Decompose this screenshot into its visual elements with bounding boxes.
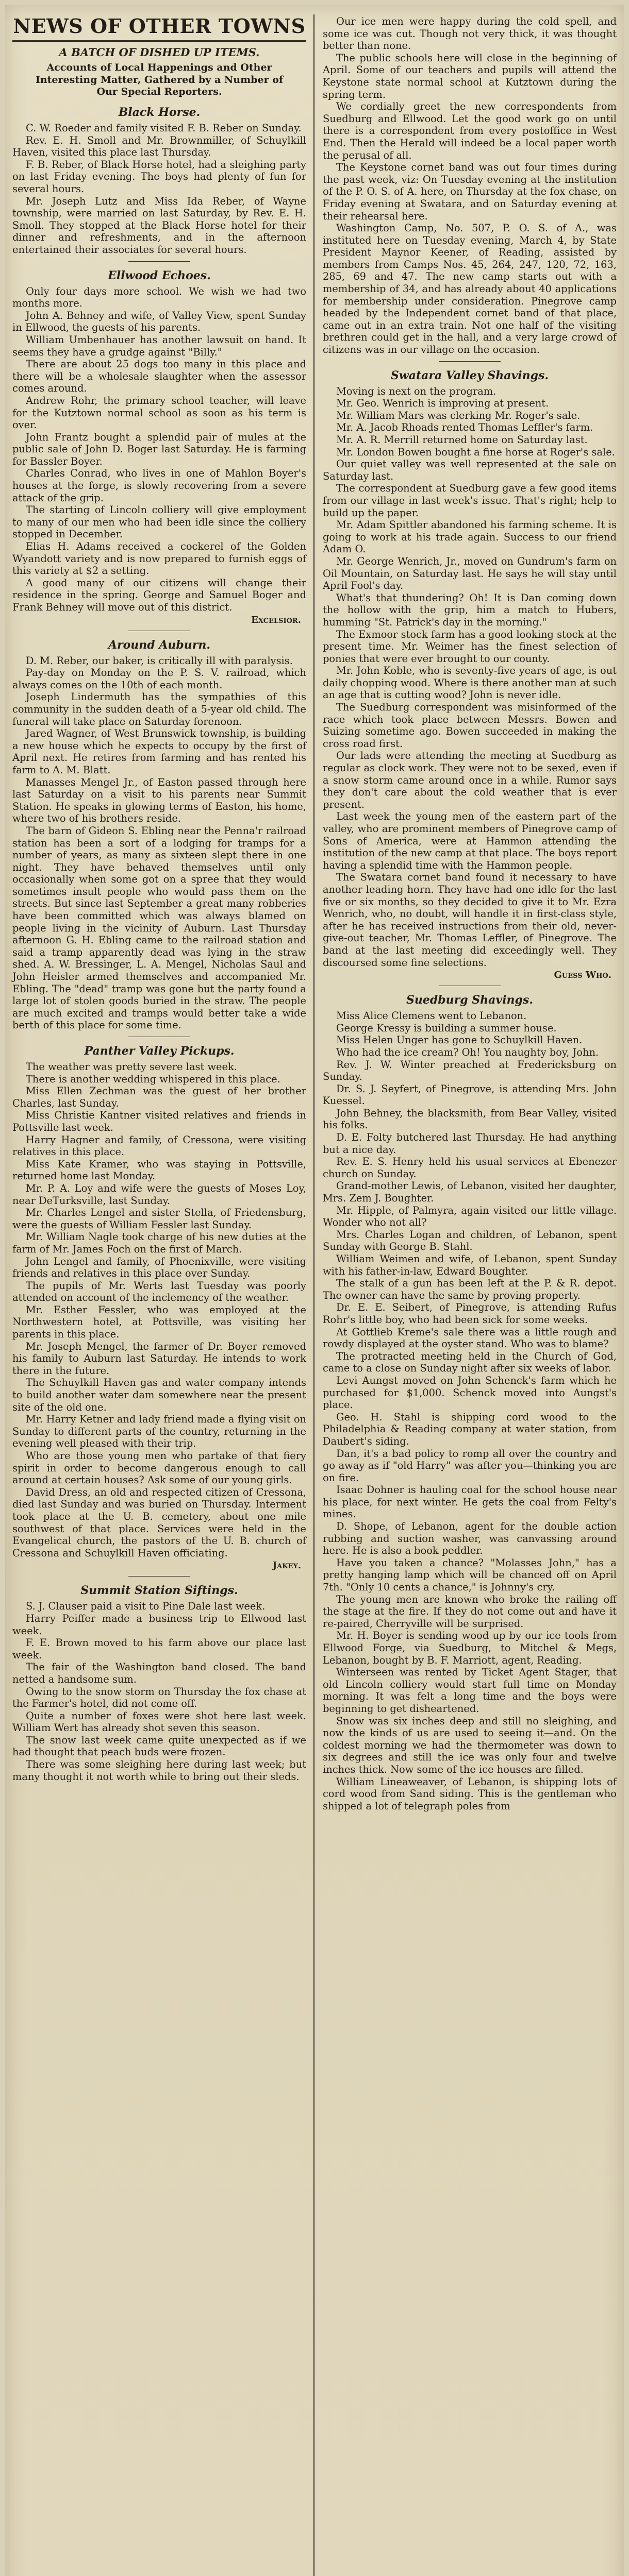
news-item: Mr. Charles Lengel and sister Stella, of Friedensburg, were the guests of William Fessler last Sunday. [12, 1207, 306, 1231]
news-item: Only four days more school. We wish we had two months more. [12, 285, 306, 310]
news-item: William Weimen and wife, of Lebanon, spent Sunday with his father-in-law, Edward Boughter. [323, 1253, 617, 1277]
news-section [12, 638, 306, 1037]
news-item: The weather was pretty severe last week. [26, 1061, 237, 1073]
news-item: Mr. A. R. Merrill returned home on Saturday last. [336, 434, 588, 446]
section-divider [128, 1576, 190, 1577]
news-item: Mr. Hipple, of Palmyra, again visited our little village. Wonder who not all? [323, 1204, 617, 1229]
news-item: D. Shope, of Lebanon, agent for the double action rubbing and suction washer, was canvassing around here. He is also a book peddler. [323, 1520, 617, 1557]
news-item: Mr. Adam Spittler abandoned his farming scheme. It is going to work at his trade again. Success to our friend Adam O. [323, 519, 617, 555]
news-item: Mr. A. Jacob Rhoads rented Thomas Leffler's farm. [336, 421, 593, 434]
news-section [12, 269, 306, 631]
news-item: Rev. J. W. Winter preached at Fredericksburg on Sunday. [323, 1058, 617, 1083]
news-item: Snow was six inches deep and still no sleighing, and now the kinds of us are used to seeing it—and. On the coldest morning we had the thermometer was down to six degrees and still the ice was only four and twelve inches thick. Now some of the ice houses are filled. [323, 1715, 617, 1775]
news-item: Miss Christie Kantner visited relatives and friends in Pottsville last week. [12, 1109, 306, 1133]
column-rule [313, 14, 314, 2576]
news-item: William Umbenhauer has another lawsuit on hand. It seems they have a grudge against "Billy." [12, 333, 306, 358]
news-section [12, 1044, 306, 1577]
news-item: David Dress, an old and respected citizen of Cressona, died last Sunday and was buried on Thursday. Interment took place at the U. B. cemetery, about one mile southwest of that place. Services were held in the Evangelical church, the pastors of the U. B. church of Cressona and Schuylkill Haven officiating. [12, 1486, 306, 1559]
news-item: Geo. H. Stahl is shipping cord wood to the Philadelphia & Reading company at water station, from Daubert's siding. [323, 1411, 617, 1447]
news-item: Isaac Dohner is hauling coal for the school house near his place, for next winter. He gets the coal from Felty's mines. [323, 1484, 617, 1520]
news-item: F. B. Reber, of Black Horse hotel, had a sleighing party on last Friday evening. The boys had plenty of fun for several hours. [12, 158, 306, 195]
news-item: Andrew Rohr, the primary school teacher, will leave for the Kutztown normal school as soon as his term is over. [12, 394, 306, 431]
news-item: Winterseen was rented by Ticket Agent Stager, that old Lincoln colliery would start full time on Monday morning. It was felt a long time and the boys were beginning to get disheartened. [323, 1666, 617, 1715]
correspondent-signature: Guess Who. [554, 970, 611, 981]
news-section [323, 369, 617, 987]
news-item: Mr. P. A. Loy and wife were the guests of Moses Loy, near DeTurksville, last Sunday. [12, 1182, 306, 1207]
news-item: Washington Camp, No. 507, P. O. S. of A., was instituted here on Tuesday evening, March 4, by State President Maynor Keener, of Reading, assisted by members from Camps Nos. 45, 264, 247, 120, 72, 163, 285, 69 and 47. The new camp starts out with a membership of 34, and has already about 40 applications for membership under consideration. Pinegrove camp headed by the Independent cornet band of that place, came out in an extra train. Not one half of the visiting brethren could get in the hall, and a very large crowd of citizens was in our village on the occasion. [323, 222, 617, 356]
news-item: Rev. E. H. Smoll and Mr. Brownmiller, of Schuylkill Haven, visited this place last Thursday. [12, 134, 306, 159]
news-item: Harry Hagner and family, of Cressona, were visiting relatives in this place. [12, 1133, 306, 1158]
headline-deck: A BATCH OF DISHED UP ITEMS. [59, 45, 260, 59]
section-title: Swatara Valley Shavings. [390, 368, 549, 382]
news-item: Who are those young men who partake of that fiery spirit in order to become dangerous enough to call around at certain houses? Ask some of our young girls. [12, 1450, 306, 1486]
news-item: Pay-day on Monday on the P. S. V. railroad, which always comes on the 10th of each month. [12, 667, 306, 691]
news-item: Miss Alice Clemens went to Lebanon. [336, 1010, 527, 1022]
news-item: Our ice men were happy during the cold spell, and some ice was cut. Though not very thick, it was thought better than none. [323, 15, 617, 52]
news-item: Dan, it's a bad policy to romp all over the country and go away as if "old Harry" was after you—thinking you are on fire. [323, 1447, 617, 1484]
news-item: The protracted meeting held in the Church of God, came to a close on Sunday night after six weeks of labor. [323, 1350, 617, 1375]
news-item: The snow last week came quite unexpected as if we had thought that peach buds were frozen. [12, 1734, 306, 1758]
left-column [12, 15, 306, 1783]
news-item: D. E. Folty butchered last Thursday. He had anything but a nice day. [323, 1131, 617, 1156]
news-item: Dr. S. J. Seyfert, of Pinegrove, is attending Mrs. John Kuessel. [323, 1082, 617, 1107]
news-item: William Lineaweaver, of Lebanon, is shipping lots of cord wood from Sand siding. This is the gentleman who shipped a lot of telegraph poles from [323, 1775, 617, 1812]
section-title: Ellwood Echoes. [108, 268, 211, 282]
news-item: D. M. Reber, our baker, is critically ill with paralysis. [26, 654, 293, 667]
news-item: The public schools here will close in the beginning of April. Some of our teachers and pupils will attend the Keystone state normal school at Kutztown during the spring term. [323, 52, 617, 100]
news-item: John Frantz bought a splendid pair of mules at the public sale of John D. Boger last Saturday. He is farming for Bassler Boyer. [12, 431, 306, 467]
news-item: Mr. George Wenrich, Jr., moved on Gundrum's farm on Oil Mountain, on Saturday last. He says he will stay until April Fool's day. [323, 555, 617, 592]
news-item: Have you taken a chance? "Molasses John," has a pretty hanging lamp which will be chanced off on April 7th. "Only 10 cents a chance," is Johnny's cry. [323, 1556, 617, 1594]
news-item: Our lads were attending the meeting at Suedburg as regular as clock work. They were not to be sexed, even if a snow storm came around once in a while. Rumor says they don't care about the cold weather that is ever present. [323, 750, 617, 810]
section-title: Around Auburn. [108, 638, 211, 652]
news-item: Harry Peiffer made a business trip to Ellwood last week. [12, 1612, 306, 1637]
news-item: Mr. John Koble, who is seventy-five years of age, is out daily chopping wood. Where is there another man at such an age that is cutting wood? John is never idle. [323, 665, 617, 701]
news-item: S. J. Clauser paid a visit to Pine Dale last week. [26, 1600, 266, 1613]
news-item: Manasses Mengel Jr., of Easton passed through here last Saturday on a visit to his parents near Summit Station. He speaks in glowing terms of Easton, his home, where two of his brothers reside. [12, 776, 306, 825]
news-item: The Exmoor stock farm has a good looking stock at the present time. Mr. Weimer has the finest selection of ponies that were ever brought to our county. [323, 628, 617, 665]
news-item: The Suedburg correspondent was misinformed of the race which took place between Messrs. Bowen and Suizing sometime ago. Bowen succeeded in making the cross road first. [323, 701, 617, 750]
masthead: NEWS OF OTHER TOWNS [12, 15, 306, 42]
news-item: Our quiet valley was well represented at the sale on Saturday last. [323, 458, 617, 482]
news-item: The starting of Lincoln colliery will give employment to many of our men who had been idle since the colliery stopped in December. [12, 504, 306, 540]
section-title: Panther Valley Pickups. [84, 1044, 235, 1058]
newspaper-page [5, 5, 624, 2576]
news-item: Mr. Esther Fessler, who was employed at the Northwestern hotel, at Pottsville, was visiting her parents in this place. [12, 1303, 306, 1341]
news-item: John Lengel and family, of Phoenixville, were visiting friends and relatives in this place over Sunday. [12, 1255, 306, 1280]
correspondent-signature: Jakey. [272, 1560, 301, 1571]
news-item: Mr. H. Boyer is sending wood up by our ice tools from Ellwood Forge, via Suedburg, to Mitchel & Megs, Lebanon, bought by B. F. Marriott, agent, Reading. [323, 1630, 617, 1666]
news-item: Joseph Lindermuth has the sympathies of this community in the sudden death of a 5-year old child. The funeral will take place on Saturday forenoon. [12, 691, 306, 727]
news-item: The fair of the Washington band closed. The band netted a handsome sum. [12, 1661, 306, 1685]
news-item: Rev. E. S. Henry held his usual services at Ebenezer church on Sunday. [323, 1156, 617, 1180]
news-section [12, 106, 306, 262]
news-item: There are about 25 dogs too many in this place and there will be a wholesale slaughter when the assessor comes around. [12, 358, 306, 395]
news-item: Quite a number of foxes were shot here last week. William Wert has already shot seven this season. [12, 1709, 306, 1734]
news-item: George Kressy is building a summer house. [336, 1022, 557, 1034]
news-item: The pupils of Mr. Werts last Tuesday was poorly attended on account of the inclemency of the weather. [12, 1279, 306, 1304]
news-item: Owing to the snow storm on Thursday the fox chase at the Farmer's hotel, did not come off. [12, 1685, 306, 1710]
news-item: Last week the young men of the eastern part of the valley, who are prominent members of Pinegrove camp of Sons of America, were at Hammon attending the institution of the new camp at that place. The boys report having a splendid time with the Hammon people. [323, 810, 617, 871]
news-item: Mr. Harry Ketner and lady friend made a flying visit on Sunday to different parts of the country, returning in the evening well pleased with their trip. [12, 1413, 306, 1450]
news-item: Jared Wagner, of West Brunswick township, is building a new house which he expects to occupy by the first of April next. He retires from farming and has rented his farm to A. M. Blatt. [12, 727, 306, 776]
news-section [12, 1584, 306, 1783]
news-section [323, 993, 617, 1812]
news-item: C. W. Roeder and family visited F. B. Reber on Sunday. [26, 122, 302, 134]
news-item: Elias H. Adams received a cockerel of the Golden Wyandott variety and is now prepared to furnish eggs of this variety at $2 a setting. [12, 540, 306, 577]
news-item: The Swatara cornet band found it necessary to have another leading horn. They have had one idle for the last five or six months, so they decided to give it to Mr. Ezra Wenrich, who, no doubt, will handle it in first-class style, after he has received instructions from their old, never-give-out teacher, Mr. Thomas Leffler, of Pinegrove. The band at the last meeting did exceedingly well. They discoursed some fine selections. [323, 871, 617, 969]
section-divider [128, 261, 190, 262]
news-item: Who had the ice cream? Oh! You naughty boy, John. [336, 1046, 599, 1058]
news-item: What's that thundering? Oh! It is Dan coming down the hollow with the grip, him a match to Hubers, humming "St. Patrick's day in the morning." [323, 591, 617, 628]
section-title: Black Horse. [118, 106, 201, 120]
left-sections [12, 106, 306, 1783]
news-item: Mr. Joseph Lutz and Miss Ida Reber, of Wayne township, were married on last Saturday, by Rev. E. H. Smoll. They stopped at the Black Horse hotel for their dinner and refreshments, and in the afternoon entertained their associates for several hours. [12, 195, 306, 256]
news-item: Mr. London Bowen bought a fine horse at Roger's sale. [336, 446, 615, 458]
news-item: Moving is next on the program. [336, 385, 496, 397]
news-item: Mr. Geo. Wenrich is improving at present. [336, 397, 549, 410]
news-item: F. E. Brown moved to his farm above our place last week. [12, 1637, 306, 1661]
news-item: The Schuylkill Haven gas and water company intends to build another water dam somewhere near the present site of the old one. [12, 1377, 306, 1413]
news-item: Dr. E. E. Seibert, of Pinegrove, is attending Rufus Rohr's little boy, who had been sick for some weeks. [323, 1301, 617, 1326]
correspondent-signature: Excelsior. [251, 614, 301, 625]
news-item: Grand-mother Lewis, of Lebanon, visited her daughter, Mrs. Zem J. Boughter. [323, 1180, 617, 1205]
news-item: The barn of Gideon S. Ebling near the Penna'r railroad station has been a sort of a lodging for tramps for a number of years, as many as sixteen slept there in one night. They have behaved themselves until only occasionally when some got on a spree that they would sometimes insult people who would pass them on the streets. But since last September a great many robberies have been committed which was always blamed on people living in the vicinity of Auburn. Last Thursday afternoon G. H. Ebling came to the railroad station and said a tramp apparently dead was lying in the straw shed. A. W. Bressinger, L. A. Mengel, Nicholas Saul and John Heisler armed themselves and accompanied Mr. Ebling. The "dead" tramp was gone but the party found a large lot of stolen goods buried in the straw. The people are much excited and tramps would better take a wide berth of this place for some time. [12, 824, 306, 1031]
section-title: Suedburg Shavings. [406, 993, 533, 1007]
news-item: Miss Helen Unger has gone to Schuylkill Haven. [336, 1034, 583, 1046]
news-item: The young men are known who broke the railing off the stage at the fire. If they do not come out and have it re-paired, Cherryville will be surprised. [323, 1593, 617, 1630]
news-item: John A. Behney and wife, of Valley View, spent Sunday in Ellwood, the guests of his parents. [12, 309, 306, 334]
news-item: The stalk of a gun has been left at the P. & R. depot. The owner can have the same by proving property. [323, 1277, 617, 1301]
right-column [323, 15, 617, 1812]
section-title: Summit Station Siftings. [80, 1584, 238, 1598]
news-item: Mr. William Mars was clerking Mr. Roger's sale. [336, 409, 581, 421]
headline-subdeck: Accounts of Local Happenings and Other Interesting Matter, Gathered by a Number of Our Special Reporters. [35, 61, 284, 98]
news-item: We cordially greet the new correspondents from Suedburg and Ellwood. Let the good work go on until there is a correspondent from every postoffice in West End. Then the Herald will indeed be a local paper worth the perusal of all. [323, 100, 617, 161]
news-item: Levi Aungst moved on John Schenck's farm which he purchased for $1,000. Schenck moved into Aungst's place. [323, 1374, 617, 1411]
news-item: There is another wedding whispered in this place. [26, 1073, 280, 1085]
news-item: Mrs. Charles Logan and children, of Lebanon, spent Sunday with George B. Stahl. [323, 1228, 617, 1253]
news-item: There was some sleighing here during last week; but many thought it not worth while to bring out their sleds. [12, 1758, 306, 1783]
news-item: Mr. Joseph Mengel, the farmer of Dr. Boyer removed his family to Auburn last Saturday. He intends to work there in the future. [12, 1340, 306, 1377]
news-item: Miss Kate Kramer, who was staying in Pottsville, returned home last Monday. [12, 1158, 306, 1182]
news-item: The correspondent at Suedburg gave a few good items from our village in last week's issue. That's right; help to build up the paper. [323, 482, 617, 519]
section-divider [439, 361, 501, 362]
news-item: Miss Ellen Zechman was the guest of her brother Charles, last Sunday. [12, 1085, 306, 1109]
news-item: At Gottlieb Kreme's sale there was a little rough and rowdy displayed at the oyster stand. Who was to blame? [323, 1326, 617, 1350]
news-item: A good many of our citizens will change their residence in the spring. George and Samuel Boger and Frank Behney will move out of this district. [12, 577, 306, 614]
news-item: Charles Conrad, who lives in one of Mahlon Boyer's houses at the forge, is slowly recovering from a severe attack of the grip. [12, 467, 306, 504]
right-sections [323, 15, 617, 1812]
news-item: John Behney, the blacksmith, from Bear Valley, visited his folks. [323, 1107, 617, 1131]
news-section [323, 15, 617, 362]
news-item: The Keystone cornet band was out four times during the past week, viz: On Tuesday evening at the institution of the P. O. S. of A. here, on Thursday at the fox chase, on Friday evening at Swatara, and on Saturday evening at their rehearsal here. [323, 161, 617, 222]
news-item: Mr. William Nagle took charge of his new duties at the farm of Mr. James Foch on the first of March. [12, 1231, 306, 1255]
